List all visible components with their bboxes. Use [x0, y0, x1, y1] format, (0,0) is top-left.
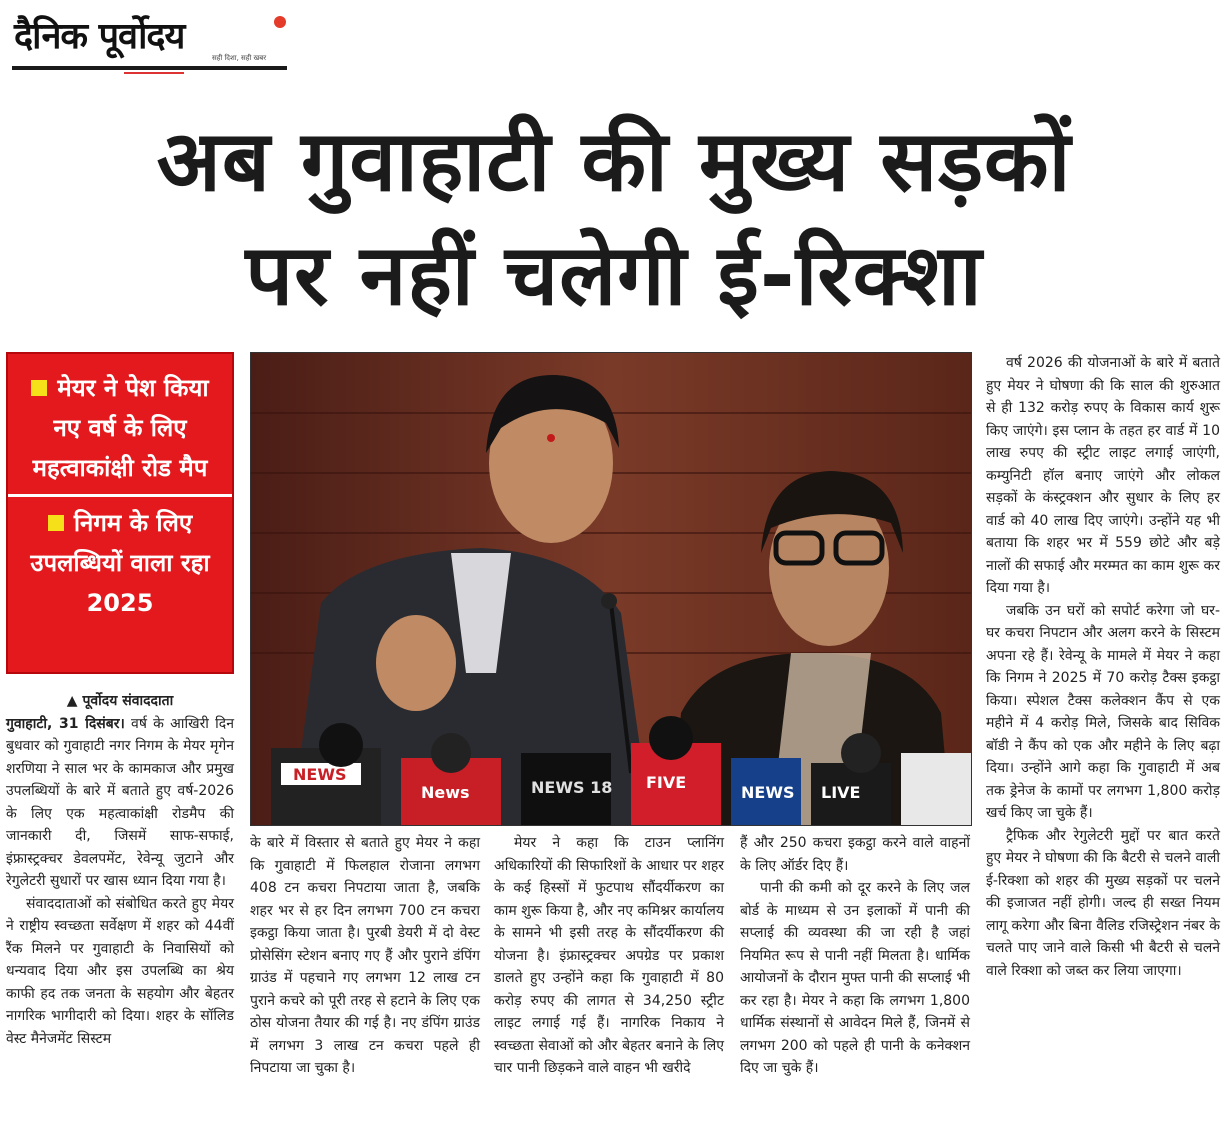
article-paragraph: गुवाहाटी, 31 दिसंबर। वर्ष के आखिरी दिन बुधवार को गुवाहाटी नगर निगम के मेयर मृगेन शरणिया ने साल भर के कामकाज और प्रमुख उपलब्धियों के बारे में बताते हुए वर्ष-2026 के लिए एक महत्वाकांक्षी रोडमैप की जानकारी दी, जिसमें साफ-सफाई, इंफ्रास्ट्रक्चर डेवलपमेंट, रेवेन्यू जुटाने और रेगुलेटरी सुधारों पर खास ध्यान दिया गया है। — [6, 715, 235, 889]
headline-line-2: पर नहीं चलेगी ई-रिक्शा — [245, 226, 983, 324]
headline-line-1: अब गुवाहाटी की मुख्य सड़कों — [156, 112, 1072, 210]
byline: ▲ पूर्वोदय संवाददाता — [66, 693, 174, 709]
article-paragraph: मेयर ने कहा कि टाउन प्लानिंग अधिकारियों की सिफारिशों के आधार पर शहर के कई हिस्सों में फुटपाथ सौंदर्यीकरण का काम शुरू किया है, और नए कमिश्नर कार्यालय के सामने भी इसी तरह के सौंदर्यीकरण की योजना है। इंफ्रास्ट्रक्चर अपग्रेड पर प्रकाश डालते हुए उन्होंने कहा कि गुवाहाटी में 80 करोड़ रुपए की लागत से 34,250 स्ट्रीट लाइट लगाई गई हैं। नागरिक निकाय ने स्वच्छता सेवाओं को और बेहतर बनाने के लिए चार पानी छिड़कने वाले वाहन भी खरीदे — [494, 835, 724, 1076]
masthead-rule — [12, 66, 287, 70]
mic-label: NEWS — [293, 765, 347, 784]
mic-label: NEWS — [741, 783, 795, 802]
press-conference-photo — [250, 352, 972, 826]
article-paragraph: हैं और 250 कचरा इकट्ठा करने वाले वाहनों के लिए ऑर्डर दिए हैं। — [740, 835, 970, 874]
article-column-4 — [740, 832, 970, 1080]
masthead — [12, 10, 287, 72]
masthead-red-rule — [124, 72, 184, 74]
article-paragraph: के बारे में विस्तार से बताते हुए मेयर ने कहा कि गुवाहाटी में फिलहाल रोजाना लगभग 408 टन कचरा निपटाया जाता है, जबकि शहर भर से हर दिन लगभग 700 टन कचरा इकट्ठा किया जाता है। पुरबी डेयरी में दो वेस्ट प्रोसेसिंग स्टेशन बनाए गए हैं और पुराने डंपिंग ग्राउंड में पहचाने गए लगभग 12 लाख टन पुराने कचरे को पूरी तरह से हटाने के लिए एक ठोस योजना तैयार की गई है। नए डंपिंग ग्राउंड में लगभग 3 लाख टन कचरा पहले ही निपटाया जा चुका है। — [250, 835, 480, 1076]
article-paragraph: संवाददाताओं को संबोधित करते हुए मेयर ने राष्ट्रीय स्वच्छता सर्वेक्षण में शहर को 44वीं रैंक मिलने पर गुवाहाटी के निवासियों को धन्यवाद दिया और इस उपलब्धि का श्रेय काफी हद तक जनता के सहयोग और बेहतर नागरिक भागीदारी को दिया। शहर के सॉलिड वेस्ट मैनेजमेंट सिस्टम — [6, 895, 234, 1047]
mic-label: FIVE — [646, 773, 687, 792]
masthead-title: दैनिक पूर्वोदय — [14, 16, 185, 57]
article-column-3 — [494, 832, 724, 1080]
highlight-divider — [8, 494, 232, 497]
highlight-box — [6, 352, 234, 674]
article-paragraph: जबकि उन घरों को सपोर्ट करेगा जो घर-घर कचरा निपटान और अलग करने के सिस्टम अपना रहे हैं। रेवेन्यू के मामले में मेयर ने कहा कि निगम ने 2025 में 70 करोड़ टैक्स इकट्ठा किया। स्पेशल टैक्स कलेक्शन कैंप से एक महीने में 4 करोड़ मिले, जिसके बाद सिविक बॉडी ने कैंप को एक और महीने के लिए बढ़ा दिया। उन्होंने आगे कहा कि गुवाहाटी में अब तक ड्रेनेज के कामों पर लगभग 1,800 करोड़ खर्च किए जा चुके हैं। — [986, 602, 1220, 821]
article-paragraph: पानी की कमी को दूर करने के लिए जल बोर्ड के माध्यम से उन इलाकों में पानी की सप्लाई की व्यवस्था की जा रही है जहां नियमित रूप से पानी नहीं मिलता है। धार्मिक आयोजनों के दौरान मुफ्त पानी की सप्लाई भी कर रहा है। मेयर ने कहा कि लगभग 1,800 धार्मिक संस्थानों से आवेदन मिले हैं, जिनमें से लगभग 200 को पहले ही पानी के कनेक्शन दिए जा चुके हैं। — [740, 880, 970, 1076]
article-column-1 — [6, 690, 234, 1050]
masthead-logo-dot — [274, 16, 286, 28]
bullet-square-icon — [31, 380, 47, 396]
article-paragraph: ट्रैफिक और रेगुलेटरी मुद्दों पर बात करते हुए मेयर ने घोषणा की कि बैटरी से चलने वाली ई-रिक्शा को शहर की मुख्य सड़कों पर चलने की इजाजत नहीं होगी। जल्द ही सख्त नियम लागू करेगा और बिना वैलिड रजिस्ट्रेशन नंबर के चलते पाए जाने वाले किसी भी बैटरी से चलने वाले रिक्शा को जब्त कर लिया जाएगा। — [986, 827, 1220, 979]
highlight-item: निगम के लिए उपलब्धियों वाला रहा 2025 — [30, 509, 210, 617]
mic-label: LIVE — [821, 783, 861, 802]
mic-label: News — [421, 783, 470, 802]
article-column-5 — [986, 352, 1220, 982]
mic-label: NEWS 18 — [531, 778, 613, 797]
highlight-item: मेयर ने पेश किया नए वर्ष के लिए महत्वाकांक्षी रोड मैप — [32, 374, 209, 482]
dateline: गुवाहाटी, 31 दिसंबर। — [6, 715, 125, 732]
article-column-2 — [250, 832, 480, 1080]
masthead-tagline: सही दिशा, सही खबर — [212, 54, 267, 62]
article-paragraph: वर्ष 2026 की योजनाओं के बारे में बताते हुए मेयर ने घोषणा की कि साल की शुरुआत से ही 132 करोड़ रुपए के विकास कार्य शुरू किए जाएंगे। इस प्लान के तहत हर वार्ड में 10 लाख रुपए की स्ट्रीट लाइट लगाई जाएंगी, कम्युनिटी हॉल बनाए जाएंगे और लोकल सड़कों के कंस्ट्रक्शन और सुधार के लिए हर वार्ड को 40 लाख दिए जाएंगे। उन्होंने यह भी बताया कि शहर भर में 559 छोटे और बड़े नालों की सफाई और मरम्मत का काम शुरू कर दिया गया है। — [986, 355, 1220, 596]
photo-illustration — [251, 353, 971, 825]
bullet-square-icon — [48, 515, 64, 531]
